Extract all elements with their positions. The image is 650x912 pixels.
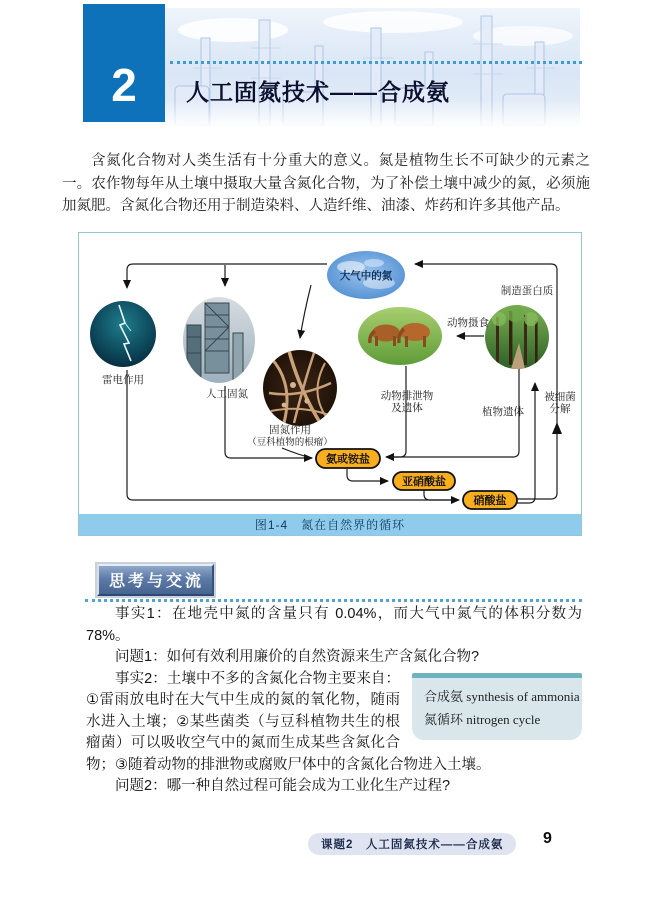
plant-remains-label: 植物遗体 xyxy=(482,406,524,418)
topic-number: 2 xyxy=(111,59,137,111)
vocabulary-box xyxy=(412,673,582,740)
bacteria-up-arrowhead xyxy=(552,422,562,434)
forest-photo xyxy=(485,304,549,369)
ammonia-salt-label: 氨或铵盐 xyxy=(326,453,370,466)
section-dotted-rule xyxy=(85,599,582,602)
figure-caption: 图1-4 氮在自然界的循环 xyxy=(79,514,581,535)
intro-paragraph: 含氮化合物对人类生活有十分重大的意义。氮是植物生长不可缺少的元素之一。农作物每年从土壤中摄取大量含氮化合物，为了补偿土壤中减少的氮，必须施加氮肥。含氮化合物还用于制造染料、人造纤维、油漆、炸药和许多其他产品。 xyxy=(62,153,590,214)
nitrate-label: 硝酸盐 xyxy=(473,495,507,507)
fact1-text: 事实1：在地壳中氮的含量只有 0.04%，而大气中氮气的体积分数为 78%。 xyxy=(86,606,582,644)
nitrite-box xyxy=(393,472,455,490)
fixation-label-line1: 固氮作用 xyxy=(269,424,311,436)
nitrate-box xyxy=(463,491,517,509)
vocab-en-2: nitrogen cycle xyxy=(463,711,541,727)
nitrogen-cycle-diagram xyxy=(79,233,581,514)
footer-lesson-pill: 课题2 人工固氮技术——合成氨 xyxy=(308,833,516,855)
make-protein-label: 制造蛋白质 xyxy=(500,285,554,297)
bacteria-label-line2: 分解 xyxy=(549,403,571,415)
page-title: 人工固氮技术——合成氨 xyxy=(186,79,450,105)
page-number: 9 xyxy=(543,830,552,847)
grazing-cattle-photo xyxy=(358,307,442,365)
vocab-cn-1: 合成氨 xyxy=(424,688,464,704)
header-factory-photo xyxy=(163,8,580,126)
ammonia-salt-box xyxy=(316,449,380,468)
figure-nitrogen-cycle xyxy=(78,232,582,536)
atmospheric-nitrogen-node xyxy=(327,251,405,299)
vocab-cn-2: 氮循环 xyxy=(424,711,464,727)
bacteria-label-line1: 被细菌 xyxy=(544,391,576,403)
fact2-text: 事实2：土壤中不多的含氮化合物主要来自：①雷雨放电时在大气中生成的氮的氧化物，随雨水进入土壤；②某些菌类（与豆科植物共生的根瘤菌）可以吸收空气中的氮而生成某些含氮化合物；③随着动物的排泄物或腐败尸体中的含氮化合物进入土壤。 xyxy=(86,670,491,773)
lightning-photo xyxy=(90,301,156,367)
vocab-entry xyxy=(424,685,580,708)
root-nodules-photo xyxy=(263,350,337,426)
artificial-fixation-label: 人工固氮 xyxy=(206,388,248,400)
animal-waste-label-line2: 及遗体 xyxy=(391,402,423,414)
animal-feeding-label: 动物摄食 xyxy=(447,317,489,329)
atmosphere-label: 大气中的氮 xyxy=(339,270,393,282)
topic-number-box xyxy=(83,4,165,122)
ammonia-plant-photo xyxy=(183,297,255,383)
vocab-entry xyxy=(424,708,572,731)
question2-text: 问题2：哪一种自然过程可能会成为工业化生产过程? xyxy=(115,778,451,794)
lightning-label: 雷电作用 xyxy=(102,374,144,386)
fixation-label-line2: （豆科植物的根瘤） xyxy=(247,437,333,448)
animal-waste-label-line1: 动物排泄物 xyxy=(380,390,434,402)
nitrite-label: 亚硝酸盐 xyxy=(402,476,446,488)
thinking-body xyxy=(86,604,582,798)
thinking-communication-badge: 思考与交流 xyxy=(97,564,214,596)
header-dotted-line xyxy=(170,61,582,64)
question1-text: 问题1：如何有效利用廉价的自然资源来生产含氮化合物? xyxy=(115,649,480,665)
vocab-en-1: synthesis of ammonia xyxy=(463,688,580,704)
